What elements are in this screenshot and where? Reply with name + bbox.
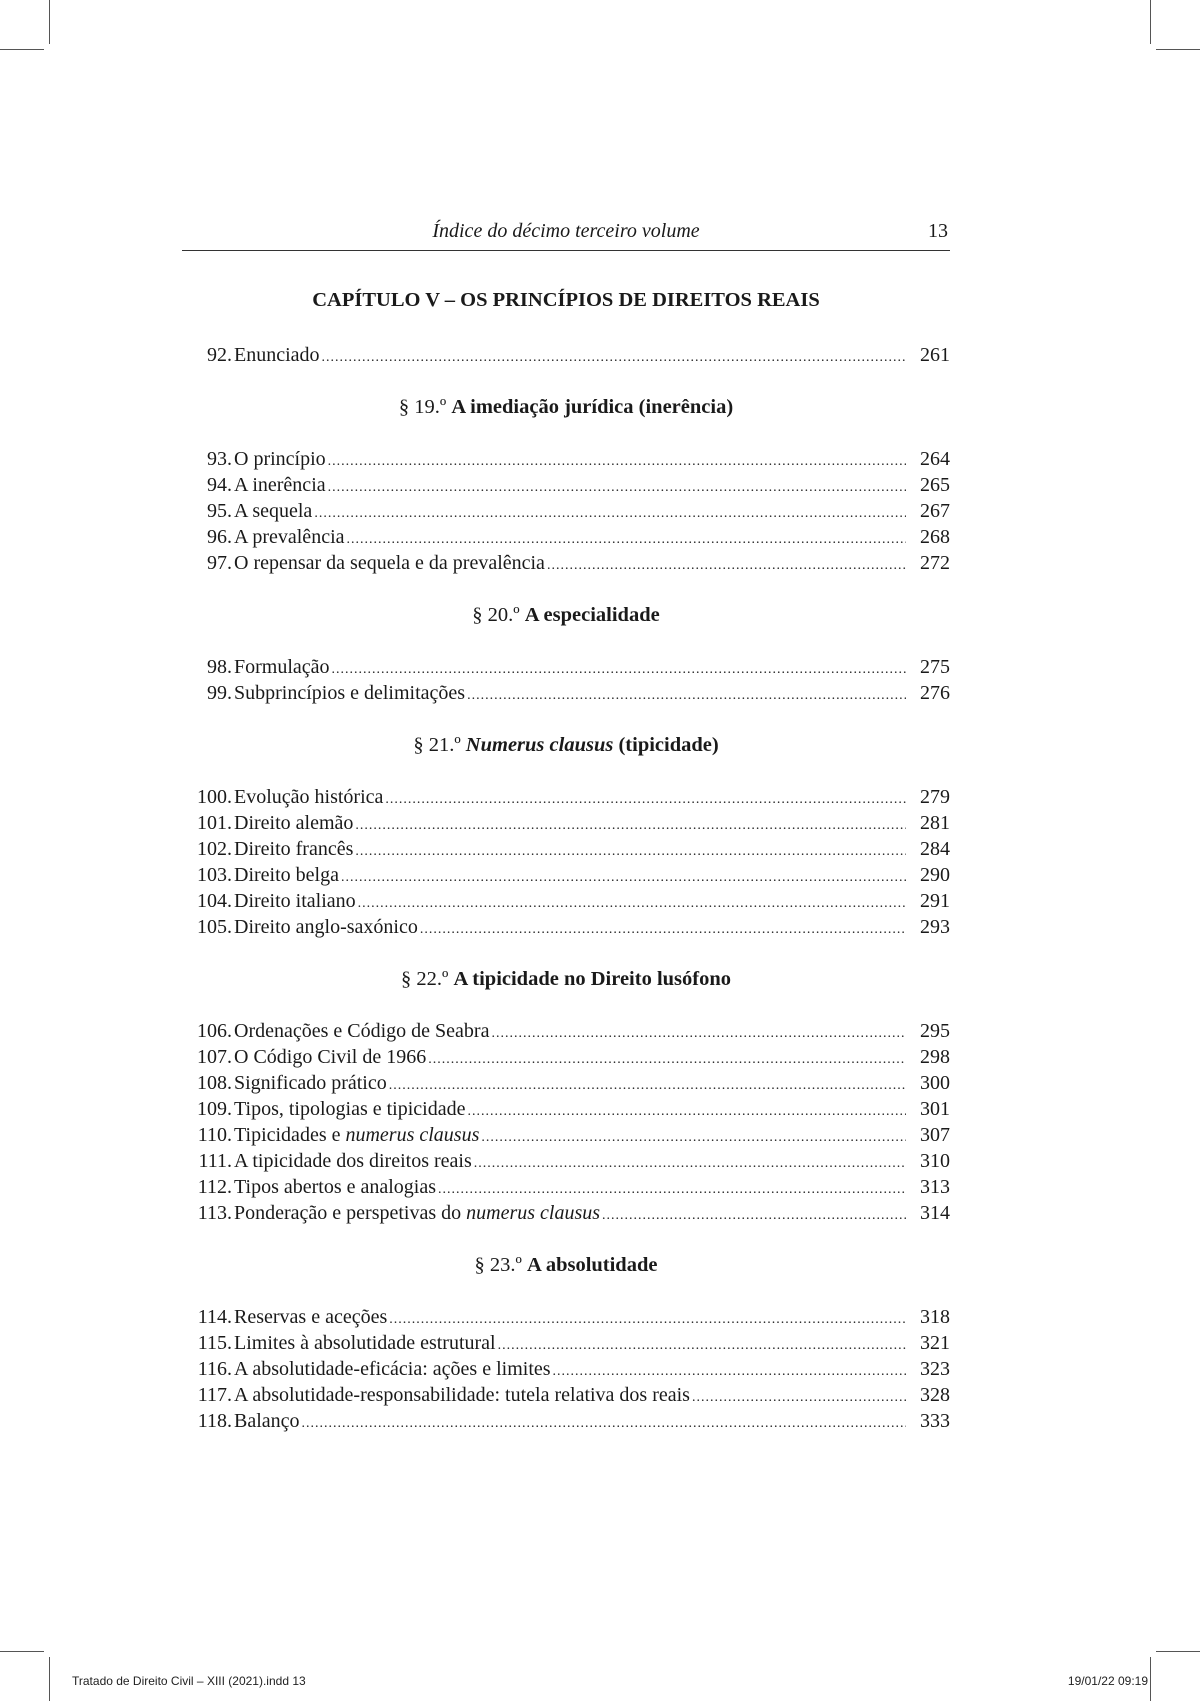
entry-page: 284	[920, 838, 950, 860]
running-header	[182, 218, 950, 251]
entry-title-text: Ponderação e perspetivas do	[234, 1202, 462, 1224]
entry-title-text: Direito alemão	[234, 812, 354, 834]
entry-title-italic: numerus clausus	[345, 1124, 480, 1146]
toc-entry	[182, 1200, 950, 1226]
dot-leader	[602, 1203, 906, 1229]
entry-number: 104.	[197, 890, 232, 912]
entry-number: 110.	[197, 1124, 232, 1146]
entry-number: 105.	[197, 916, 232, 938]
entry-title-text: Subprincípios e delimitações	[234, 682, 466, 704]
entry-title-text: Balanço	[234, 1410, 300, 1432]
entry-title-text: Direito francês	[234, 838, 354, 860]
entry-title	[234, 342, 320, 368]
entry-number: 116.	[197, 1358, 232, 1380]
entry-number: 117.	[197, 1384, 232, 1406]
section-symbol: § 23.º	[474, 1254, 522, 1276]
toc-entry	[182, 524, 950, 550]
entry-number: 113.	[197, 1202, 232, 1224]
entry-page: 264	[920, 448, 950, 470]
toc-entry	[182, 1070, 950, 1096]
entry-page: 293	[920, 916, 950, 938]
entry-title	[234, 888, 356, 914]
toc-entry	[182, 498, 950, 524]
page-number: 13	[928, 220, 948, 242]
dot-leader	[467, 1099, 906, 1125]
entry-title	[234, 654, 330, 680]
chapter-title: CAPÍTULO V – OS PRINCÍPIOS DE DIREITOS REAIS	[312, 289, 820, 311]
entry-number: 114.	[197, 1306, 232, 1328]
entry-page: 298	[920, 1046, 950, 1068]
dot-leader	[355, 813, 906, 839]
entry-title	[234, 446, 326, 472]
dot-leader	[474, 1151, 906, 1177]
dot-leader	[322, 345, 906, 371]
section-title: A especialidade	[524, 604, 660, 626]
entry-number: 96.	[207, 526, 232, 548]
entry-page: 291	[920, 890, 950, 912]
entry-page: 333	[920, 1410, 950, 1432]
dot-leader	[328, 475, 906, 501]
entry-title	[234, 1200, 600, 1226]
dot-leader	[385, 787, 906, 813]
entry-number: 101.	[197, 812, 232, 834]
dot-leader	[341, 865, 906, 891]
entry-page: 290	[920, 864, 950, 886]
entry-number: 103.	[197, 864, 232, 886]
section-title-italic: Numerus clausus	[465, 734, 614, 756]
entry-page: 313	[920, 1176, 950, 1198]
toc-entry	[182, 1408, 950, 1434]
entry-number: 97.	[207, 552, 232, 574]
entry-title	[234, 836, 353, 862]
entry-number: 94.	[207, 474, 232, 496]
entry-title-text: A absolutidade-eficácia: ações e limites	[234, 1358, 551, 1380]
dot-leader	[467, 683, 906, 709]
toc-entry	[182, 836, 950, 862]
entry-title-text: O repensar da sequela e da prevalência	[234, 552, 545, 574]
dot-leader	[481, 1125, 906, 1151]
toc-entry	[182, 472, 950, 498]
crop-mark	[49, 0, 50, 44]
dot-leader	[314, 501, 906, 527]
crop-mark	[49, 1657, 50, 1701]
entry-title-text: Significado prático	[234, 1072, 387, 1094]
section-heading	[182, 602, 950, 628]
toc-entry	[182, 1330, 950, 1356]
dot-leader	[355, 839, 906, 865]
entry-page: 276	[920, 682, 950, 704]
section-title: A tipicidade no Direito lusófono	[453, 968, 732, 990]
section-symbol: § 22.º	[400, 968, 449, 990]
entry-page: 261	[920, 344, 950, 366]
entry-number: 118.	[197, 1410, 232, 1432]
entry-title	[234, 862, 339, 888]
entry-title	[234, 1356, 551, 1382]
entry-page: 318	[920, 1306, 950, 1328]
entry-title	[234, 1408, 300, 1434]
dot-leader	[547, 553, 906, 579]
entry-number: 108.	[197, 1072, 232, 1094]
entry-number: 112.	[197, 1176, 232, 1198]
entry-title-text: Ordenações e Código de Seabra	[234, 1020, 490, 1042]
entry-title	[234, 550, 545, 576]
entry-page: 321	[920, 1332, 950, 1354]
footer-filename: Tratado de Direito Civil – XIII (2021).indd 13	[72, 1674, 306, 1688]
print-footer	[72, 1674, 1148, 1694]
entry-page: 314	[920, 1202, 950, 1224]
entry-title	[234, 1330, 496, 1356]
dot-leader	[498, 1333, 906, 1359]
entry-title	[234, 1174, 436, 1200]
entry-page: 323	[920, 1358, 950, 1380]
table-of-contents	[182, 342, 950, 1434]
entry-title	[234, 1070, 387, 1096]
entry-title	[234, 524, 345, 550]
entry-title-text: Direito belga	[234, 864, 339, 886]
toc-entry	[182, 914, 950, 940]
entry-number: 109.	[197, 1098, 232, 1120]
entry-number: 93.	[207, 448, 232, 470]
section-symbol: § 19.º	[398, 396, 447, 418]
entry-page: 307	[920, 1124, 950, 1146]
entry-title-text: O Código Civil de 1966	[234, 1046, 427, 1068]
entry-title	[234, 914, 418, 940]
crop-mark	[1150, 1657, 1151, 1701]
toc-entry	[182, 1096, 950, 1122]
footer-timestamp: 19/01/22 09:19	[1067, 1674, 1148, 1688]
entry-title-text: Direito italiano	[234, 890, 356, 912]
toc-entry	[182, 680, 950, 706]
crop-mark	[0, 1651, 44, 1652]
entry-page: 265	[920, 474, 950, 496]
toc-entry	[182, 1174, 950, 1200]
entry-title-text: Limites à absolutidade estrutural	[234, 1332, 496, 1354]
toc-entry	[182, 654, 950, 680]
section-title: (tipicidade)	[618, 734, 719, 756]
toc-entry	[182, 342, 950, 368]
dot-leader	[302, 1411, 906, 1437]
entry-page: 275	[920, 656, 950, 678]
entry-title-italic: numerus clausus	[466, 1202, 601, 1224]
entry-title	[234, 1096, 465, 1122]
entry-title	[234, 1018, 489, 1044]
entry-number: 92.	[207, 344, 232, 366]
entry-title	[234, 1044, 426, 1070]
dot-leader	[328, 449, 906, 475]
entry-title-text: Reservas e aceções	[234, 1306, 388, 1328]
entry-title-text: A sequela	[234, 500, 313, 522]
toc-entry	[182, 862, 950, 888]
entry-title-text: Tipos, tipologias e tipicidade	[234, 1098, 466, 1120]
entry-title	[234, 498, 312, 524]
section-title: A absolutidade	[527, 1254, 658, 1276]
section-heading	[182, 394, 950, 420]
crop-mark	[1156, 49, 1200, 50]
dot-leader	[428, 1047, 906, 1073]
entry-number: 95.	[207, 500, 232, 522]
entry-title-text: Formulação	[234, 656, 330, 678]
entry-number: 102.	[197, 838, 232, 860]
entry-page: 268	[920, 526, 950, 548]
entry-title	[234, 472, 326, 498]
dot-leader	[420, 917, 906, 943]
section-symbol: § 21.º	[413, 734, 461, 756]
toc-entry	[182, 1356, 950, 1382]
entry-title	[234, 1382, 690, 1408]
entry-title-text: Tipos abertos e analogias	[234, 1176, 437, 1198]
entry-page: 300	[920, 1072, 950, 1094]
entry-number: 107.	[197, 1046, 232, 1068]
toc-entry	[182, 1122, 950, 1148]
toc-entry	[182, 810, 950, 836]
dot-leader	[358, 891, 906, 917]
entry-page: 279	[920, 786, 950, 808]
entry-title-text: Enunciado	[234, 344, 320, 366]
toc-entry	[182, 1382, 950, 1408]
entry-title	[234, 784, 383, 810]
entry-page: 310	[920, 1150, 950, 1172]
dot-leader	[389, 1073, 906, 1099]
crop-mark	[1156, 1651, 1200, 1652]
entry-number: 99.	[207, 682, 232, 704]
toc-entry	[182, 1148, 950, 1174]
entry-title	[234, 680, 465, 706]
crop-mark	[1150, 0, 1151, 44]
entry-title-text: A tipicidade dos direitos reais	[234, 1150, 472, 1172]
entry-title-text: Evolução histórica	[234, 786, 384, 808]
toc-entry	[182, 1304, 950, 1330]
dot-leader	[692, 1385, 906, 1411]
entry-number: 98.	[207, 656, 232, 678]
entry-number: 115.	[197, 1332, 232, 1354]
section-title: A imediação jurídica (inerência)	[451, 396, 734, 418]
entry-title-text: A prevalência	[234, 526, 345, 548]
entry-number: 111.	[198, 1150, 232, 1172]
toc-entry	[182, 550, 950, 576]
crop-mark	[0, 49, 44, 50]
toc-entry	[182, 1018, 950, 1044]
section-heading	[182, 1252, 950, 1278]
entry-title	[234, 1304, 387, 1330]
entry-title-text: Tipicidades e	[234, 1124, 341, 1146]
section-symbol: § 20.º	[472, 604, 520, 626]
entry-title-text: Direito anglo-saxónico	[234, 916, 418, 938]
running-title: Índice do décimo terceiro volume	[432, 220, 700, 242]
entry-page: 281	[920, 812, 950, 834]
entry-title-text: A inerência	[234, 474, 326, 496]
entry-number: 106.	[197, 1020, 232, 1042]
entry-number: 100.	[197, 786, 232, 808]
entry-title	[234, 810, 353, 836]
section-heading	[182, 732, 950, 758]
entry-title-text: A absolutidade-responsabilidade: tutela relativa dos reais	[234, 1384, 690, 1406]
toc-entry	[182, 784, 950, 810]
entry-page: 301	[920, 1098, 950, 1120]
entry-page: 328	[920, 1384, 950, 1406]
entry-title-text: O princípio	[234, 448, 326, 470]
dot-leader	[491, 1021, 906, 1047]
entry-title	[234, 1148, 472, 1174]
entry-page: 267	[920, 500, 950, 522]
entry-title	[234, 1122, 479, 1148]
toc-entry	[182, 446, 950, 472]
toc-entry	[182, 1044, 950, 1070]
section-heading	[182, 966, 950, 992]
entry-page: 272	[920, 552, 950, 574]
toc-entry	[182, 888, 950, 914]
entry-page: 295	[920, 1020, 950, 1042]
